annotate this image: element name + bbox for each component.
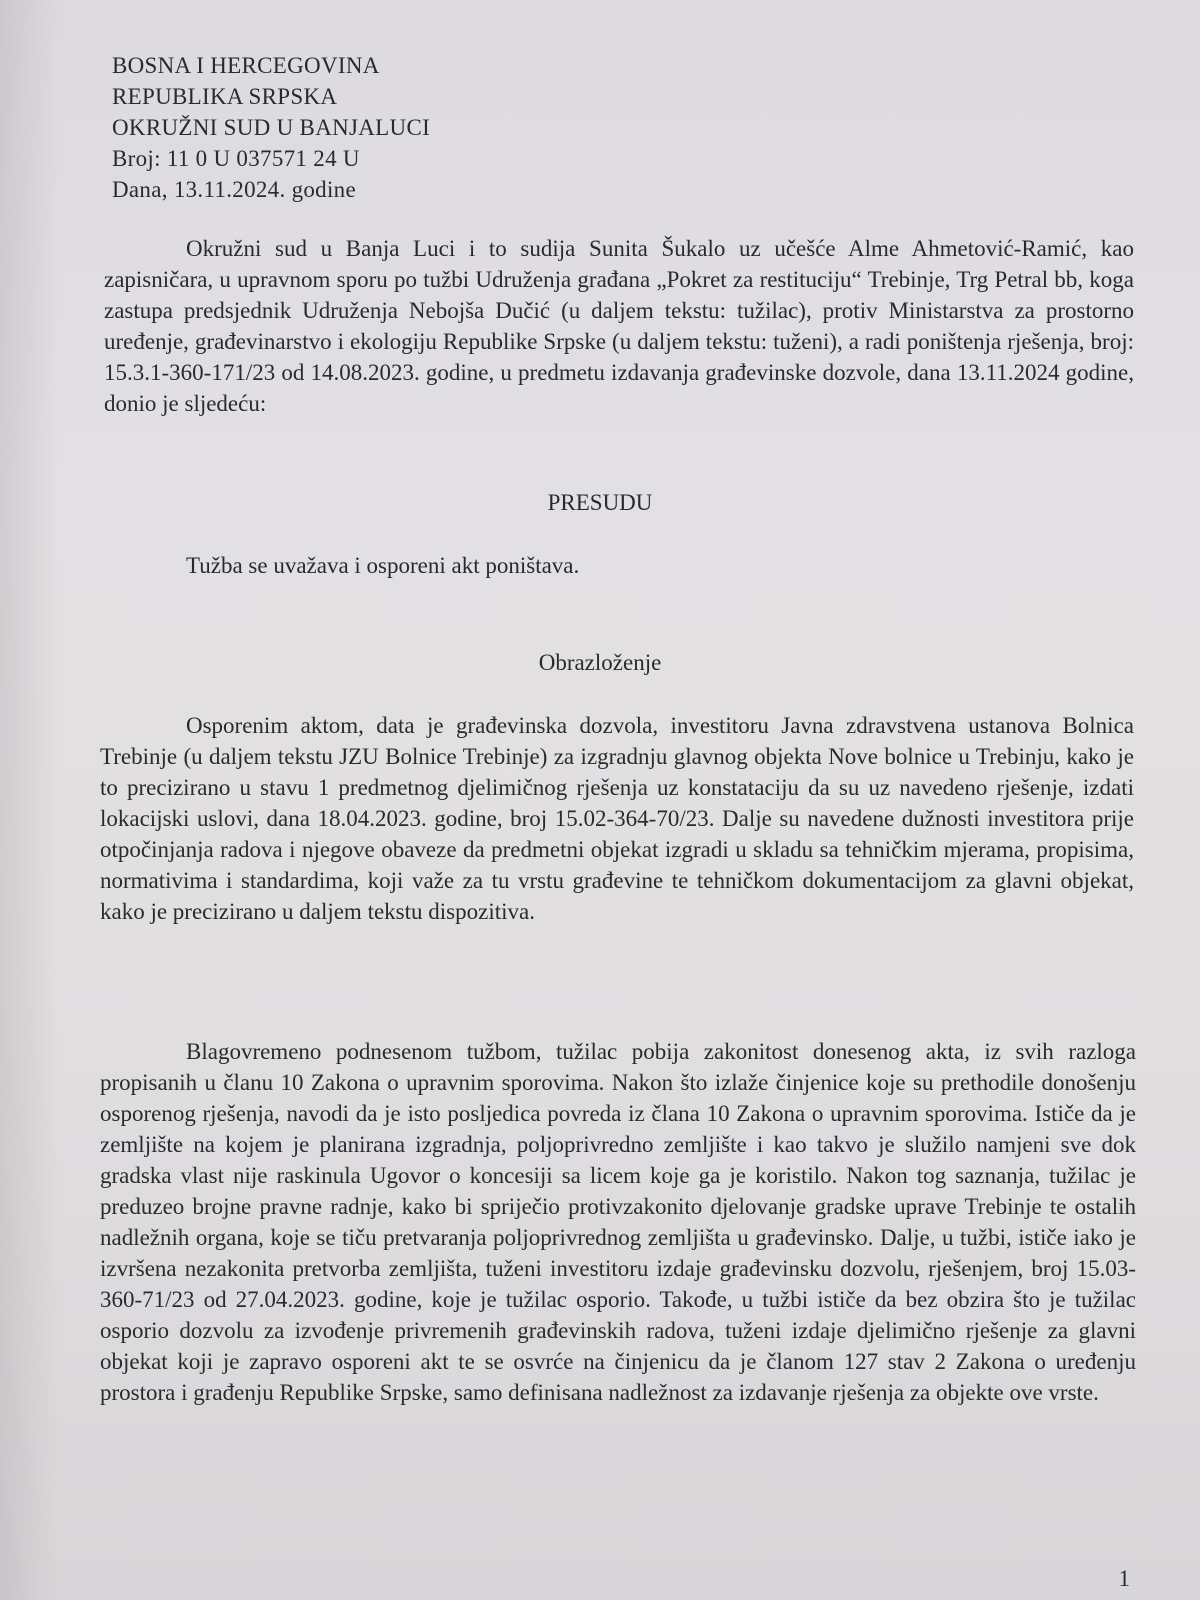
verdict-paragraph: Tužba se uvažava i osporeni akt poništava. <box>186 553 580 578</box>
reasoning-paragraph-2: Blagovremeno podnesenom tužbom, tužilac pobija zakonitost donesenog akta, iz svih razloga propisanih u članu 10 Zakona o upravnim sporovima. Nakon što izlaže činjenice koje su prethodile donošenju osporenog rješenja, navodi da je isto posljedica povreda iz člana 10 Zakona o upravnim sporovima. Ističe da je zemljište na kojem je planirana izgradnja, poljoprivredno zemljište i kao takvo je služilo namjeni sve dok gradska vlast nije raskinula Ugovor o koncesiji sa licem koje ga je koristilo. Nakon tog saznanja, tužilac je preduzeo brojne pravne radnje, kako bi spriječio protivzakonito djelovanje gradske uprave Trebinje te ostalih nadležnih organa, koje se tiču pretvaranja poljoprivrednog zemljišta u građevinsko. Dalje, u tužbi, ističe iako je izvršena nezakonita pretvorba zemljišta, tuženi investitoru izdaje građevinsku dozvolu, rješenjem, broj 15.03-360-71/23 od 27.04.2023. godine, koje je tužilac osporio. Takođe, u tužbi ističe da bez obzira što je tužilac osporio dozvolu za izvođenje privremenih građevinskih radova, tuženi izdaje djelimično rješenje za glavni objekat koji je zapravo osporeni akt te se osvrće na činjenicu da je članom 127 stav 2 Zakona o uređenju prostora i građenju Republike Srpske, samo definisana nadležnost za izdavanje rješenja za objekte ove vrste. <box>100 1039 1136 1405</box>
header-court: OKRUŽNI SUD U BANJALUCI <box>112 115 431 140</box>
header-country: BOSNA I HERCEGOVINA <box>112 53 380 78</box>
reasoning-title: Obrazloženje <box>538 650 662 675</box>
header-entity: REPUBLIKA SRPSKA <box>112 84 338 109</box>
header-date: Dana, 13.11.2024. godine <box>112 177 356 202</box>
intro-paragraph: Okružni sud u Banja Luci i to sudija Sunita Šukalo uz učešće Alme Ahmetović-Ramić, kao zapisničara, u upravnom sporu po tužbi Udruženja građana „Pokret za restituciju“ Trebinje, Trg Petral bb, koga zastupa predsjednik Udruženja Nebojša Dučić (u daljem tekstu: tužilac), protiv Ministarstva za prostorno uređenje, građevinarstvo i ekologiju Republike Srpske (u daljem tekstu: tuženi), a radi poništenja rješenja, broj: 15.3.1-360-171/23 od 14.08.2023. godine, u predmetu izdavanja građevinske dozvole, dana 13.11.2024 godine, donio je sljedeću: <box>104 236 1134 416</box>
page-number: 1 <box>1118 1566 1130 1591</box>
verdict-title: PRESUDU <box>547 490 653 515</box>
reasoning-paragraph-1: Osporenim aktom, data je građevinska dozvola, investitoru Javna zdravstvena ustanova Bolnica Trebinje (u daljem tekstu JZU Bolnice Trebinje) za izgradnju glavnog objekta Nove bolnice u Trebinju, kako je to precizirano u stavu 1 predmetnog djelimičnog rješenja uz konstataciju da su uz navedeno rješenje, izdati lokacijski uslovi, dana 18.04.2023. godine, broj 15.02-364-70/23. Dalje su navedene dužnosti investitora prije otpočinjanja radova i njegove obaveze da predmetni objekat izgradi u skladu sa tehničkim mjerama, propisima, normativima i standardima, koji važe za tu vrstu građevine te tehničkom dokumentacijom za glavni objekat, kako je precizirano u daljem tekstu dispozitiva. <box>100 713 1134 924</box>
court-header <box>112 50 430 205</box>
page-shadow <box>0 0 60 1600</box>
header-case-number: Broj: 11 0 U 037571 24 U <box>112 146 360 171</box>
